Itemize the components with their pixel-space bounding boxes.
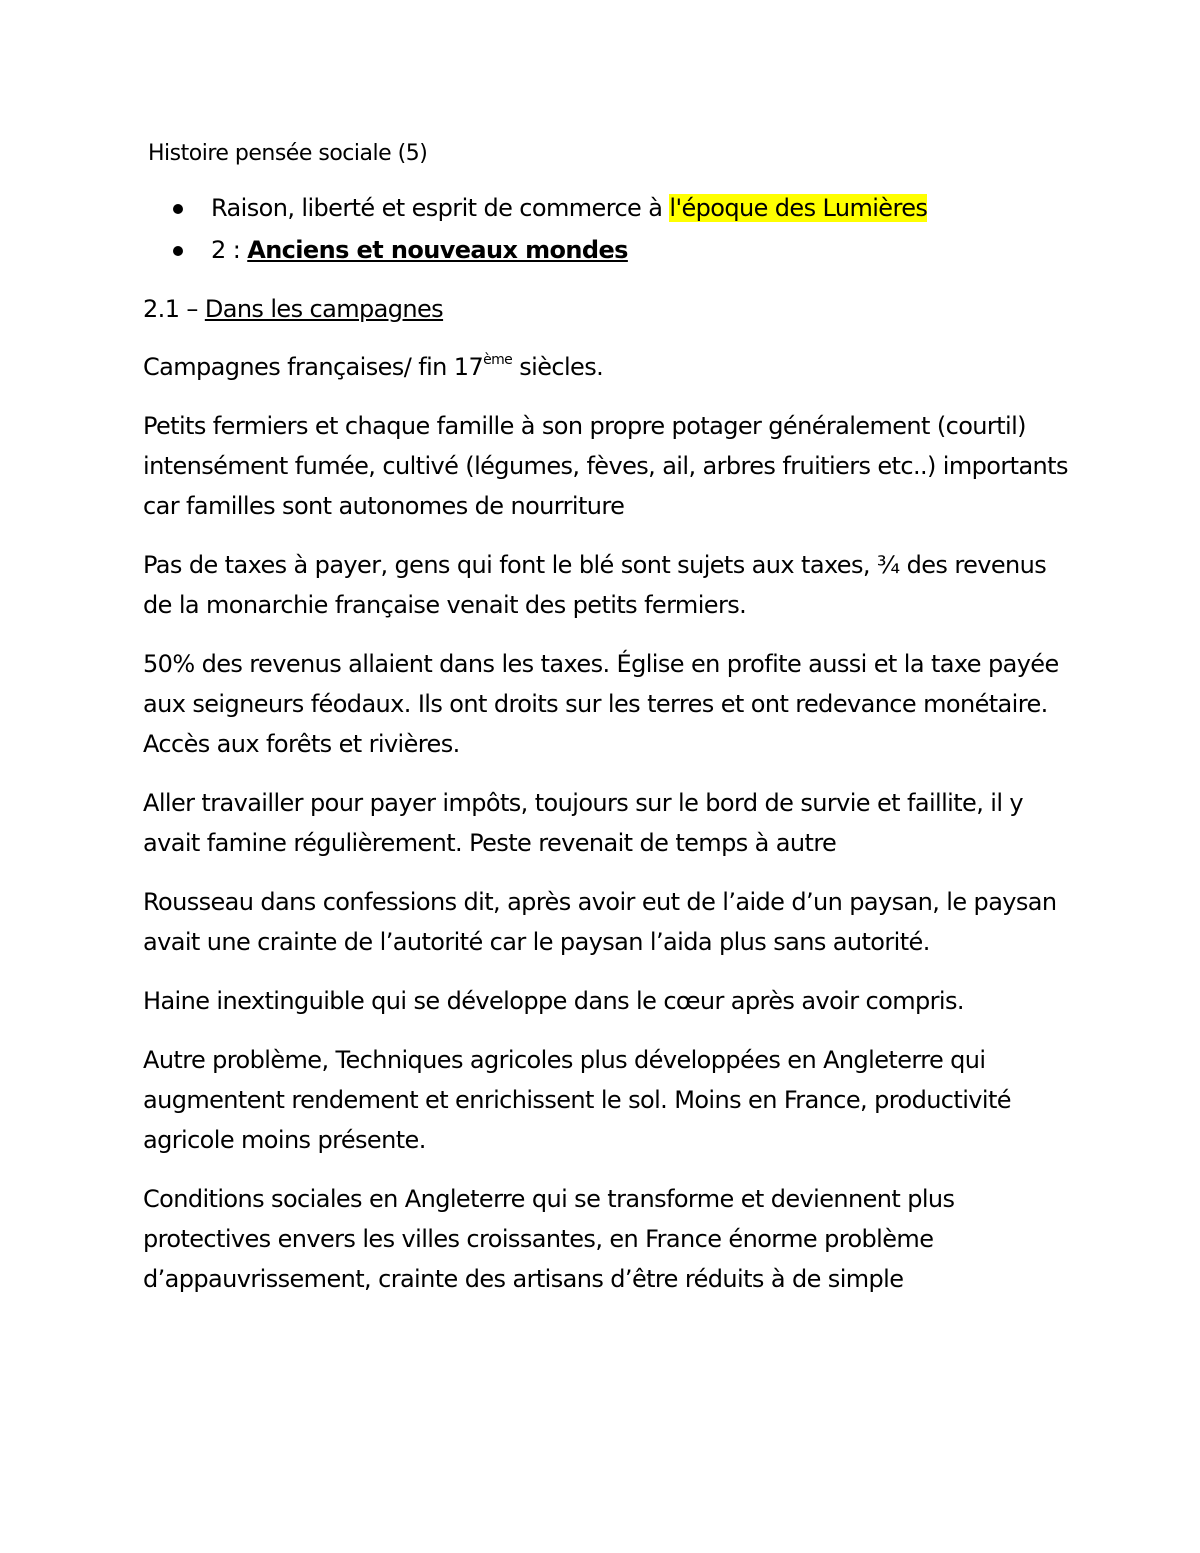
bullet-dot-icon (173, 246, 183, 256)
section-heading (143, 289, 1073, 329)
section-title: Dans les campagnes (204, 294, 444, 323)
bullet-dot-icon (173, 204, 183, 214)
paragraph-4: Aller travailler pour payer impôts, toujours sur le bord de survie et faillite, il y avait famine régulièrement. Peste revenait de temps à autre (143, 788, 1024, 857)
bullet-item-2 (143, 229, 1073, 271)
paragraph-5: Rousseau dans confessions dit, après avoir eut de l’aide d’un paysan, le paysan avait une crainte de l’autorité car le paysan l’aida plus sans autorité. (143, 887, 1057, 956)
document-page (143, 140, 1073, 1318)
intro-text: Campagnes françaises/ fin 17 (143, 352, 484, 381)
highlighted-text: l'époque des Lumières (669, 193, 928, 222)
paragraph-8: Conditions sociales en Angleterre qui se transforme et deviennent plus protectives envers les villes croissantes, en France énorme problème d’appauvrissement, crainte des artisans d’être réduits à de simple (143, 1184, 955, 1293)
paragraph-1: Petits fermiers et chaque famille à son propre potager généralement (courtil) intensément fumée, cultivé (légumes, fèves, ail, arbres fruitiers etc..) importants car familles sont autonomes de nourriture (143, 411, 1068, 520)
paragraph-2: Pas de taxes à payer, gens qui font le blé sont sujets aux taxes, ¾ des revenus de la monarchie française venait des petits fermiers. (143, 550, 1047, 619)
bullet-item-1 (143, 187, 1073, 229)
intro-paragraph (143, 347, 1073, 387)
paragraph-3: 50% des revenus allaient dans les taxes. Église en profite aussi et la taxe payée aux seigneurs féodaux. Ils ont droits sur les terres et ont redevance monétaire. Accès aux forêts et rivières. (143, 649, 1059, 758)
intro-superscript: ème (483, 351, 513, 368)
paragraph-7: Autre problème, Techniques agricoles plus développées en Angleterre qui augmentent rendement et enrichissent le sol. Moins en France, productivité agricole moins présente. (143, 1045, 1011, 1154)
bullet-item-2-prefix: 2 : (211, 235, 248, 264)
bullet-list (143, 187, 1073, 271)
bullet-item-2-emphasis: Anciens et nouveaux mondes (247, 235, 628, 264)
document-title: Histoire pensée sociale (5) (148, 141, 428, 166)
bullet-item-1-text: Raison, liberté et esprit de commerce à (211, 193, 670, 222)
section-number: 2.1 – (143, 294, 205, 323)
paragraph-6: Haine inextinguible qui se développe dans le cœur après avoir compris. (143, 986, 964, 1015)
intro-text-end: siècles. (512, 352, 604, 381)
